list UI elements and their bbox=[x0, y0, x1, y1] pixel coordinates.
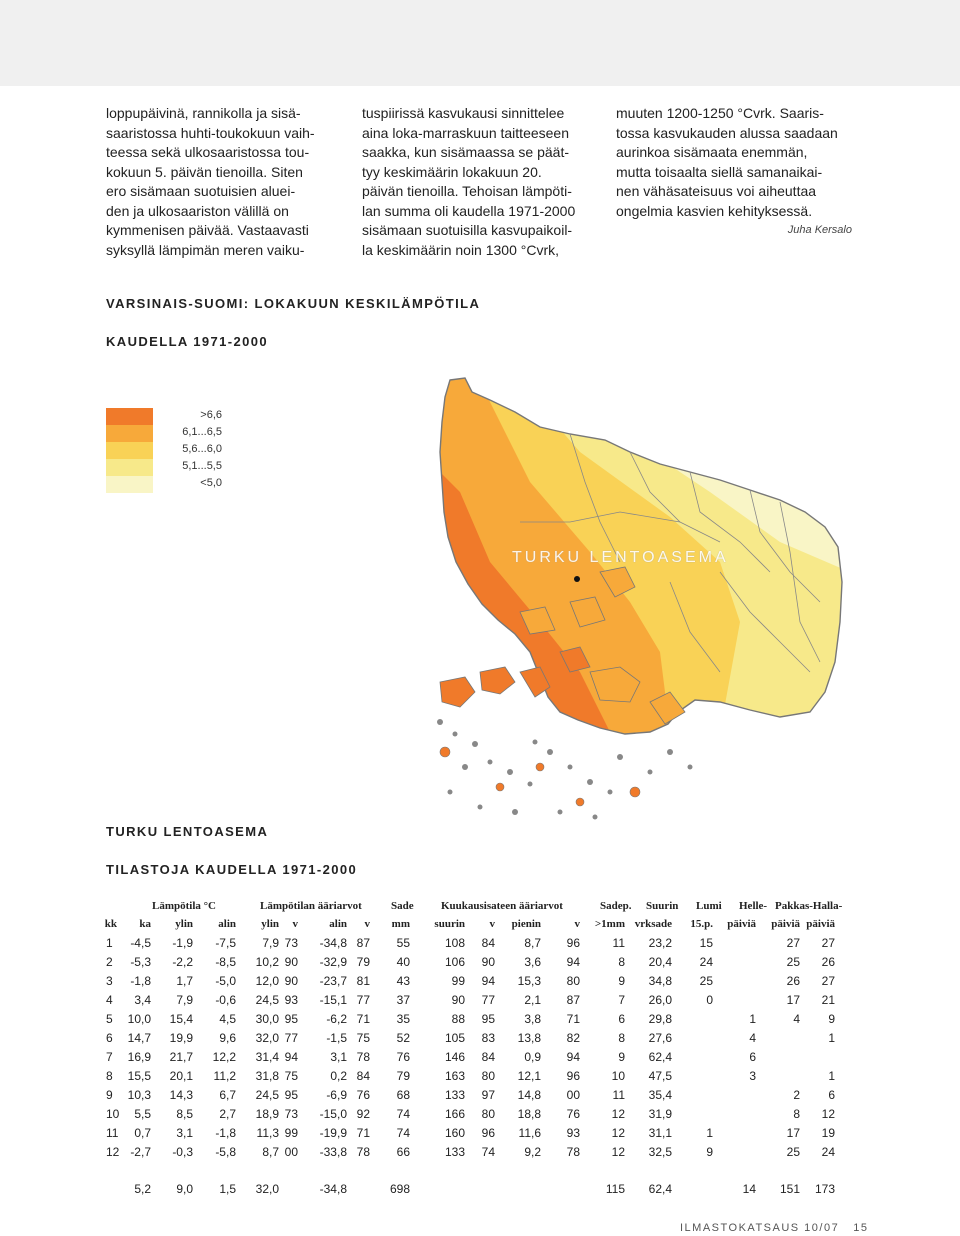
table-cell: 16,9 bbox=[127, 1050, 151, 1064]
group-header: Lämpötilan ääriarvot bbox=[260, 900, 362, 912]
table-cell: 71 bbox=[356, 1012, 370, 1026]
station-marker bbox=[574, 576, 580, 582]
group-header: Helle- bbox=[739, 900, 768, 912]
table-cell: 3,4 bbox=[134, 993, 151, 1007]
table-cell: 3,8 bbox=[524, 1012, 541, 1026]
table-cell: 88 bbox=[451, 1012, 465, 1026]
table-cell: 12,1 bbox=[517, 1069, 541, 1083]
table-cell: 3,6 bbox=[524, 955, 541, 969]
table-cell: 21 bbox=[821, 993, 835, 1007]
total-cell: 1,5 bbox=[219, 1182, 236, 1196]
table-cell: 11 bbox=[612, 936, 625, 950]
month-cell: 6 bbox=[106, 1031, 113, 1045]
station-map-label: TURKU LENTOASEMA bbox=[512, 549, 729, 566]
table-cell: 23,2 bbox=[648, 936, 672, 950]
table-cell: 1 bbox=[828, 1031, 835, 1045]
column-header: v bbox=[292, 918, 298, 930]
table-cell: 43 bbox=[396, 974, 410, 988]
table-cell: 9 bbox=[828, 1012, 835, 1026]
table-cell: -1,8 bbox=[215, 1126, 236, 1140]
table-cell: 78 bbox=[356, 1050, 370, 1064]
group-header: Pakkas-Halla- bbox=[775, 900, 843, 912]
table-cell: 76 bbox=[356, 1088, 370, 1102]
group-header: Suurin bbox=[646, 900, 679, 912]
table-cell: 15,4 bbox=[169, 1012, 193, 1026]
table-cell: 106 bbox=[444, 955, 465, 969]
table-cell: 12 bbox=[611, 1126, 625, 1140]
table-cell: 1 bbox=[706, 1126, 713, 1140]
table-cell: 30,0 bbox=[255, 1012, 279, 1026]
table-cell: 32,5 bbox=[648, 1145, 672, 1159]
table-cell: 74 bbox=[396, 1107, 410, 1121]
column-header: ylin bbox=[261, 918, 279, 930]
table-cell: 15,3 bbox=[517, 974, 541, 988]
table-cell: 0 bbox=[706, 993, 713, 1007]
table-cell: 9 bbox=[706, 1145, 713, 1159]
table-cell: 99 bbox=[451, 974, 465, 988]
table-cell: 26 bbox=[786, 974, 800, 988]
table-cell: 94 bbox=[481, 974, 495, 988]
table-cell: 68 bbox=[396, 1088, 410, 1102]
article-text: tuspiirissä kasvukausi sinnittelee aina loka-marraskuun taitteeseen saakka, kun sisämaassa se päät- tyy keskimäärin lokakuun 20. päivän tienoilla. Tehoisan lämpöti- lan summa oli kaudella 1971-2000 sisämaan suotuisilla kasvupaikoil- la keskimäärin noin 1300 °Cvrk, bbox=[362, 105, 576, 258]
legend-swatch bbox=[106, 442, 153, 459]
table-cell: 74 bbox=[481, 1145, 495, 1159]
table-cell: 160 bbox=[444, 1126, 465, 1140]
total-cell: 9,0 bbox=[176, 1182, 193, 1196]
table-cell: 108 bbox=[444, 936, 465, 950]
month-cell: 4 bbox=[106, 993, 113, 1007]
table-cell: 29,8 bbox=[648, 1012, 672, 1026]
table-cell: 90 bbox=[284, 955, 298, 969]
table-cell: 10,3 bbox=[127, 1088, 151, 1102]
table-cell: 24 bbox=[821, 1145, 835, 1159]
month-cell: 5 bbox=[106, 1012, 113, 1026]
table-cell: 34,8 bbox=[648, 974, 672, 988]
table-cell: 25 bbox=[699, 974, 713, 988]
table-cell: -0,6 bbox=[215, 993, 236, 1007]
table-cell: 80 bbox=[481, 1107, 495, 1121]
table-cell: 90 bbox=[451, 993, 465, 1007]
table-cell: 81 bbox=[356, 974, 370, 988]
table-cell: 20,1 bbox=[169, 1069, 193, 1083]
table-cell: 7 bbox=[618, 993, 625, 1007]
table-cell: 10 bbox=[611, 1069, 625, 1083]
table-cell: 84 bbox=[481, 1050, 495, 1064]
table-cell: 19 bbox=[821, 1126, 835, 1140]
table-cell: 4 bbox=[749, 1031, 756, 1045]
table-cell: 14,3 bbox=[169, 1088, 193, 1102]
table-cell: 75 bbox=[356, 1031, 370, 1045]
table-cell: -2,7 bbox=[130, 1145, 151, 1159]
table-cell: 62,4 bbox=[648, 1050, 672, 1064]
table-cell: 37 bbox=[396, 993, 410, 1007]
total-cell: 151 bbox=[779, 1182, 800, 1196]
table-cell: 8,7 bbox=[262, 1145, 279, 1159]
table-cell: 12 bbox=[821, 1107, 835, 1121]
article-column-2 bbox=[362, 104, 575, 260]
table-cell: 9,2 bbox=[524, 1145, 541, 1159]
table-cell: 74 bbox=[396, 1126, 410, 1140]
column-header: pienin bbox=[511, 918, 541, 930]
table-cell: 6,7 bbox=[219, 1088, 236, 1102]
table-cell: 75 bbox=[284, 1069, 298, 1083]
article-column-1 bbox=[106, 104, 315, 260]
table-cell: 9 bbox=[618, 1050, 625, 1064]
total-cell: 115 bbox=[605, 1182, 625, 1196]
table-cell: 90 bbox=[284, 974, 298, 988]
table-cell: 96 bbox=[481, 1126, 495, 1140]
table-cell: 96 bbox=[566, 936, 580, 950]
table-cell: 77 bbox=[356, 993, 370, 1007]
column-header: vrksade bbox=[634, 918, 672, 930]
table-cell: 90 bbox=[481, 955, 495, 969]
table-cell: 78 bbox=[566, 1145, 580, 1159]
table-cell: 95 bbox=[284, 1012, 298, 1026]
table-cell: 13,8 bbox=[517, 1031, 541, 1045]
table-cell: -8,5 bbox=[215, 955, 236, 969]
group-header: Sadep. bbox=[600, 900, 632, 912]
table-cell: 31,1 bbox=[648, 1126, 672, 1140]
table-cell: 94 bbox=[566, 955, 580, 969]
month-cell: 9 bbox=[106, 1088, 113, 1102]
table-cell: 0,7 bbox=[134, 1126, 151, 1140]
month-cell: 10 bbox=[106, 1107, 120, 1121]
table-cell: -19,9 bbox=[319, 1126, 347, 1140]
month-cell: 1 bbox=[106, 936, 113, 950]
table-cell: 9,6 bbox=[219, 1031, 236, 1045]
table-cell: 55 bbox=[396, 936, 410, 950]
column-header: >1mm bbox=[594, 918, 625, 930]
legend-label: 5,6...6,0 bbox=[182, 443, 222, 455]
table-cell: 8 bbox=[618, 1031, 625, 1045]
month-cell: 8 bbox=[106, 1069, 113, 1083]
table-cell: 133 bbox=[444, 1088, 465, 1102]
table-cell: -1,9 bbox=[172, 936, 193, 950]
table-cell: 82 bbox=[566, 1031, 580, 1045]
table-cell: 73 bbox=[284, 1107, 298, 1121]
table-cell: 3,1 bbox=[176, 1126, 193, 1140]
table-cell: 1 bbox=[828, 1069, 835, 1083]
table-cell: 6 bbox=[618, 1012, 625, 1026]
table-cell: 10,2 bbox=[255, 955, 279, 969]
total-cell: 62,4 bbox=[648, 1182, 672, 1196]
column-header: alin bbox=[329, 918, 347, 930]
table-cell: 24,5 bbox=[255, 1088, 279, 1102]
map-subtitle: KAUDELLA 1971-2000 bbox=[106, 334, 268, 349]
publication-name: ILMASTOKATSAUS 10/07 bbox=[680, 1222, 840, 1234]
table-cell: 2,1 bbox=[524, 993, 541, 1007]
article-text: muuten 1200-1250 °Cvrk. Saaris- tossa kasvukauden alussa saadaan aurinkoa sisämaata enemmän, mutta toisaalta siellä samanaikai- nen vähäsateisuus voi aiheuttaa ongelmia kasvien kehityksessä. bbox=[616, 105, 838, 219]
group-header: Kuukausisateen ääriarvot bbox=[441, 900, 563, 912]
total-cell: 698 bbox=[389, 1182, 410, 1196]
table-cell: 00 bbox=[284, 1145, 298, 1159]
article-column-3 bbox=[616, 104, 838, 221]
table-cell: 11,2 bbox=[213, 1069, 236, 1083]
table-cell: 83 bbox=[481, 1031, 495, 1045]
total-cell: 173 bbox=[814, 1182, 835, 1196]
table-cell: 94 bbox=[566, 1050, 580, 1064]
legend-label: 5,1...5,5 bbox=[182, 460, 222, 472]
total-cell: 5,2 bbox=[134, 1182, 151, 1196]
stats-subtitle: TILASTOJA KAUDELLA 1971-2000 bbox=[106, 862, 358, 877]
column-header: ylin bbox=[175, 918, 193, 930]
table-cell: -5,0 bbox=[215, 974, 236, 988]
table-cell: 87 bbox=[356, 936, 370, 950]
table-cell: 27 bbox=[821, 936, 835, 950]
table-cell: 11,3 bbox=[256, 1126, 279, 1140]
table-cell: 7,9 bbox=[176, 993, 193, 1007]
table-cell: 27 bbox=[821, 974, 835, 988]
table-cell: 73 bbox=[284, 936, 298, 950]
table-cell: 7,9 bbox=[262, 936, 279, 950]
table-cell: -7,5 bbox=[215, 936, 236, 950]
table-cell: 0,9 bbox=[524, 1050, 541, 1064]
table-cell: 1 bbox=[749, 1012, 756, 1026]
table-cell: -33,8 bbox=[319, 1145, 347, 1159]
table-cell: 5,5 bbox=[134, 1107, 151, 1121]
table-cell: 84 bbox=[356, 1069, 370, 1083]
table-cell: 87 bbox=[566, 993, 580, 1007]
month-cell: 12 bbox=[106, 1145, 120, 1159]
month-cell: 2 bbox=[106, 955, 113, 969]
column-header: alin bbox=[218, 918, 236, 930]
table-cell: 99 bbox=[284, 1126, 298, 1140]
legend-swatch bbox=[106, 459, 153, 476]
table-cell: 1,7 bbox=[176, 974, 193, 988]
table-cell: 146 bbox=[444, 1050, 465, 1064]
table-cell: 40 bbox=[396, 955, 410, 969]
table-cell: 105 bbox=[444, 1031, 465, 1045]
table-cell: 97 bbox=[481, 1088, 495, 1102]
table-cell: 12 bbox=[611, 1145, 625, 1159]
table-cell: 24 bbox=[699, 955, 713, 969]
table-cell: 10,0 bbox=[127, 1012, 151, 1026]
table-cell: 12,0 bbox=[255, 974, 279, 988]
table-cell: 15 bbox=[699, 936, 713, 950]
table-cell: 93 bbox=[566, 1126, 580, 1140]
table-cell: -5,3 bbox=[130, 955, 151, 969]
table-cell: 14,7 bbox=[127, 1031, 151, 1045]
table-cell: 163 bbox=[444, 1069, 465, 1083]
group-header: Lämpötila °C bbox=[152, 900, 216, 912]
column-header: 15.p. bbox=[690, 918, 713, 930]
legend-swatch bbox=[106, 476, 153, 493]
table-cell: 66 bbox=[396, 1145, 410, 1159]
legend-swatch bbox=[106, 408, 153, 425]
table-cell: 84 bbox=[481, 936, 495, 950]
table-cell: 19,9 bbox=[169, 1031, 193, 1045]
table-cell: -0,3 bbox=[172, 1145, 193, 1159]
table-cell: 76 bbox=[566, 1107, 580, 1121]
group-header: Lumi bbox=[696, 900, 722, 912]
table-cell: 27,6 bbox=[648, 1031, 672, 1045]
table-cell: 6 bbox=[749, 1050, 756, 1064]
table-cell: 3,1 bbox=[330, 1050, 347, 1064]
table-cell: 6 bbox=[828, 1088, 835, 1102]
month-cell: 11 bbox=[106, 1126, 119, 1140]
table-cell: 0,2 bbox=[330, 1069, 347, 1083]
column-header: ka bbox=[139, 918, 151, 930]
table-cell: 12 bbox=[611, 1107, 625, 1121]
footer bbox=[680, 1222, 868, 1234]
stats-title: TURKU LENTOASEMA bbox=[106, 824, 269, 839]
column-header: v bbox=[364, 918, 370, 930]
table-cell: 9 bbox=[618, 974, 625, 988]
table-cell: 18,8 bbox=[517, 1107, 541, 1121]
table-cell: -2,2 bbox=[172, 955, 193, 969]
table-cell: 95 bbox=[284, 1088, 298, 1102]
table-cell: -6,2 bbox=[326, 1012, 347, 1026]
table-cell: 26 bbox=[821, 955, 835, 969]
table-cell: 17 bbox=[786, 1126, 800, 1140]
top-band bbox=[0, 0, 960, 86]
legend-label: >6,6 bbox=[200, 409, 222, 421]
column-header: mm bbox=[391, 918, 410, 930]
table-cell: 2 bbox=[793, 1088, 800, 1102]
table-cell: 18,9 bbox=[255, 1107, 279, 1121]
table-cell: 21,7 bbox=[169, 1050, 193, 1064]
column-header: päiviä bbox=[727, 918, 756, 930]
table-cell: -34,8 bbox=[319, 936, 347, 950]
table-cell: 26,0 bbox=[648, 993, 672, 1007]
table-cell: 4 bbox=[793, 1012, 800, 1026]
table-cell: 94 bbox=[284, 1050, 298, 1064]
table-cell: 35 bbox=[396, 1012, 410, 1026]
table-cell: -1,8 bbox=[130, 974, 151, 988]
column-header: päiviä bbox=[806, 918, 835, 930]
table-cell: 17 bbox=[786, 993, 800, 1007]
table-cell: 52 bbox=[396, 1031, 410, 1045]
total-cell: 32,0 bbox=[255, 1182, 279, 1196]
table-cell: 93 bbox=[284, 993, 298, 1007]
month-cell: 3 bbox=[106, 974, 113, 988]
group-header: Sade bbox=[391, 900, 414, 912]
article-text: loppupäivinä, rannikolla ja sisä- saaristossa huhti-toukokuun vaih- teessa sekä ulkosaaristossa tou- kokuun 5. päivän tienoilla. Siten ero sisämaan suotuisien aluei- den ja ulkosaariston välillä on kymmenisen päivää. Vastaavasti syksyllä lämpimän meren vaiku- bbox=[106, 105, 315, 258]
month-cell: 7 bbox=[106, 1050, 113, 1064]
table-cell: -15,1 bbox=[319, 993, 347, 1007]
table-cell: -5,8 bbox=[215, 1145, 236, 1159]
table-cell: 79 bbox=[356, 955, 370, 969]
table-cell: 00 bbox=[566, 1088, 580, 1102]
table-cell: 77 bbox=[284, 1031, 298, 1045]
table-cell: 3 bbox=[749, 1069, 756, 1083]
table-cell: 80 bbox=[566, 974, 580, 988]
table-cell: 27 bbox=[786, 936, 800, 950]
legend-swatch bbox=[106, 425, 153, 442]
table-cell: -32,9 bbox=[319, 955, 347, 969]
table-cell: 25 bbox=[786, 1145, 800, 1159]
table-cell: 96 bbox=[566, 1069, 580, 1083]
page-number: 15 bbox=[853, 1222, 869, 1234]
table-cell: 166 bbox=[444, 1107, 465, 1121]
table-cell: -1,5 bbox=[326, 1031, 347, 1045]
table-cell: 79 bbox=[396, 1069, 410, 1083]
table-cell: 31,8 bbox=[255, 1069, 279, 1083]
table-cell: 4,5 bbox=[219, 1012, 236, 1026]
table-cell: 133 bbox=[444, 1145, 465, 1159]
table-cell: 47,5 bbox=[648, 1069, 672, 1083]
table-cell: 15,5 bbox=[127, 1069, 151, 1083]
table-cell: 76 bbox=[396, 1050, 410, 1064]
table-cell: -6,9 bbox=[326, 1088, 347, 1102]
column-header: v bbox=[489, 918, 495, 930]
table-cell: 32,0 bbox=[255, 1031, 279, 1045]
column-header: kk bbox=[104, 918, 117, 930]
total-cell: 14 bbox=[742, 1182, 756, 1196]
table-cell: 95 bbox=[481, 1012, 495, 1026]
table-cell: 31,4 bbox=[255, 1050, 279, 1064]
table-cell: 2,7 bbox=[219, 1107, 236, 1121]
table-cell: 20,4 bbox=[648, 955, 672, 969]
table-cell: 11,6 bbox=[518, 1126, 541, 1140]
map-title: VARSINAIS-SUOMI: LOKAKUUN KESKILÄMPÖTILA bbox=[106, 296, 481, 311]
column-header: päiviä bbox=[771, 918, 800, 930]
total-cell: -34,8 bbox=[319, 1182, 347, 1196]
table-cell: -15,0 bbox=[319, 1107, 347, 1121]
table-cell: 11 bbox=[612, 1088, 625, 1102]
table-cell: 8,5 bbox=[176, 1107, 193, 1121]
table-cell: 14,8 bbox=[517, 1088, 541, 1102]
table-cell: 25 bbox=[786, 955, 800, 969]
temperature-map bbox=[420, 372, 850, 832]
table-cell: 8 bbox=[793, 1107, 800, 1121]
table-cell: 24,5 bbox=[255, 993, 279, 1007]
table-cell: 78 bbox=[356, 1145, 370, 1159]
table-cell: -23,7 bbox=[319, 974, 347, 988]
table-cell: 71 bbox=[566, 1012, 580, 1026]
column-header: suurin bbox=[434, 918, 465, 930]
legend-label: 6,1...6,5 bbox=[182, 426, 222, 438]
table-cell: 80 bbox=[481, 1069, 495, 1083]
legend-label: <5,0 bbox=[200, 477, 222, 489]
table-cell: -4,5 bbox=[130, 936, 151, 950]
author: Juha Kersalo bbox=[787, 224, 852, 236]
table-cell: 35,4 bbox=[648, 1088, 672, 1102]
table-cell: 71 bbox=[356, 1126, 370, 1140]
table-cell: 8,7 bbox=[524, 936, 541, 950]
table-cell: 31,9 bbox=[648, 1107, 672, 1121]
table-cell: 92 bbox=[356, 1107, 370, 1121]
table-cell: 77 bbox=[481, 993, 495, 1007]
table-cell: 12,2 bbox=[212, 1050, 236, 1064]
table-cell: 8 bbox=[618, 955, 625, 969]
column-header: v bbox=[574, 918, 580, 930]
